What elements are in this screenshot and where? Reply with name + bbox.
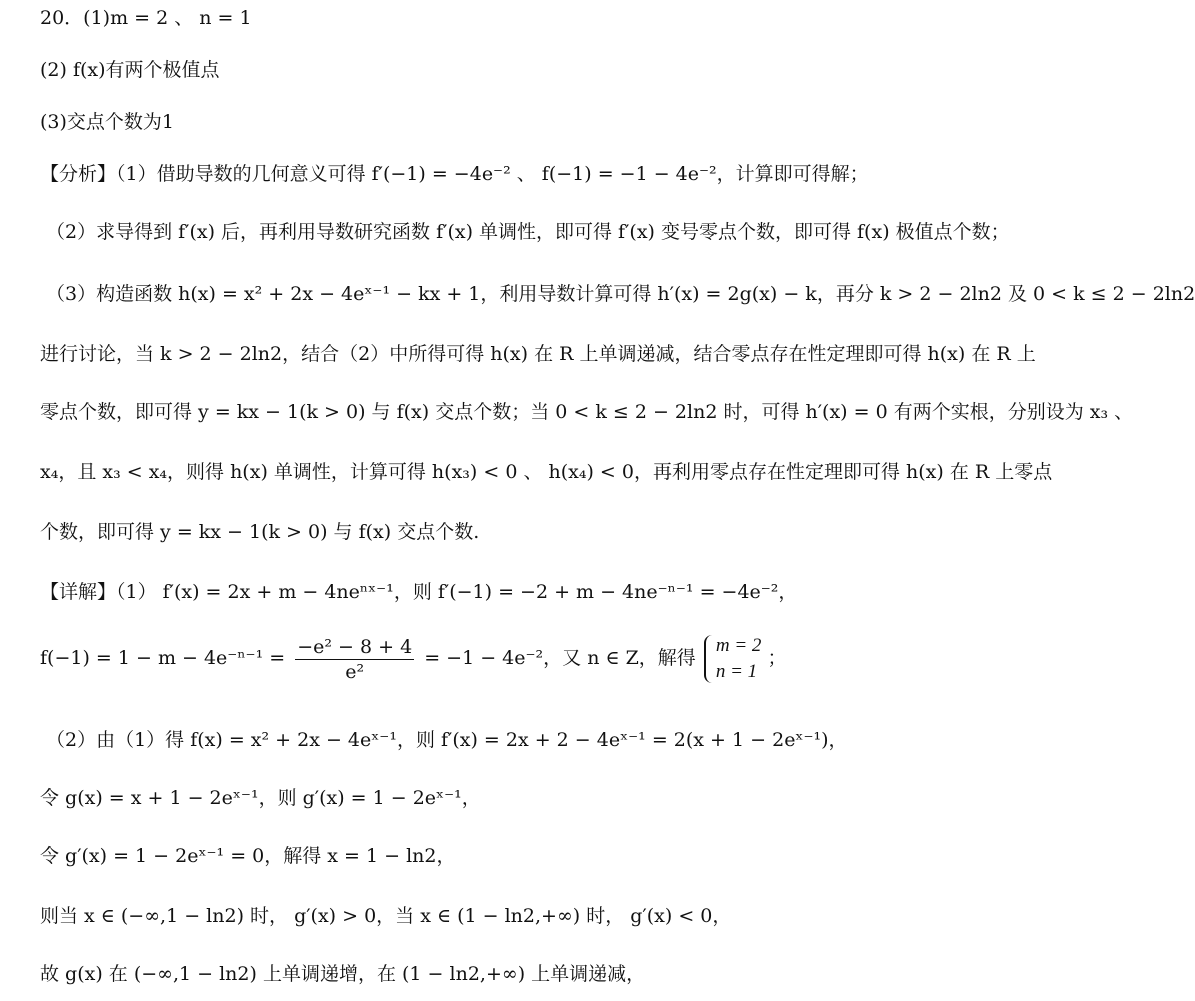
system-eq-1: m = 2 (715, 635, 762, 656)
detail-line-5: 令 g′(x) = 1 − 2eˣ⁻¹ = 0，解得 x = 1 − ln2， (40, 845, 456, 867)
analysis-line-5: 零点个数，即可得 y = kx − 1(k > 0) 与 f(x) 交点个数；当 0 < k ≤ 2 − 2ln2 时，可得 h′(x) = 0 有两个实根，分别设为 x₃ 、 (40, 401, 1134, 423)
detail-line-7: 故 g(x) 在 (−∞,1 − ln2) 上单调递增，在 (1 − ln2,+∞) 上单调递减， (40, 963, 646, 985)
system-eq-2: n = 1 (715, 661, 758, 682)
fraction-numerator: −e² − 8 + 4 (297, 635, 413, 658)
answer-part-2: (2) f(x)有两个极值点 (40, 59, 220, 81)
analysis-line-6: x₄，且 x₃ < x₄，则得 h(x) 单调性，计算可得 h(x₃) < 0 、 h(x₄) < 0，再利用零点存在性定理即可得 h(x) 在 R 上零点 (40, 461, 1053, 483)
fraction-denominator: e² (345, 660, 365, 683)
detail-2-lhs: f(−1) = 1 − m − 4e⁻ⁿ⁻¹ = (40, 647, 286, 669)
equation-system (702, 633, 762, 685)
analysis-line-4: 进行讨论，当 k > 2 − 2ln2，结合（2）中所得可得 h(x) 在 R 上单调递减，结合零点存在性定理即可得 h(x) 在 R 上 (40, 343, 1036, 365)
detail-line-2 (40, 632, 1050, 685)
detail-2-tail: ； (767, 647, 787, 669)
analysis-line-3: （3）构造函数 h(x) = x² + 2x − 4eˣ⁻¹ − kx + 1，利用导数计算可得 h′(x) = 2g(x) − k，再分 k > 2 − 2ln2 及 0 < k ≤ 2 − 2ln2 (46, 283, 1195, 305)
analysis-line-1: 【分析】（1）借助导数的几何意义可得 f′(−1) = −4e⁻² 、 f(−1) = −1 − 4e⁻²，计算即可得解； (40, 163, 869, 185)
detail-line-3: （2）由（1）得 f(x) = x² + 2x − 4eˣ⁻¹，则 f′(x) = 2x + 2 − 4eˣ⁻¹ = 2(x + 1 − 2eˣ⁻¹)， (46, 729, 848, 751)
detail-line-4: 令 g(x) = x + 1 − 2eˣ⁻¹，则 g′(x) = 1 − 2eˣ⁻¹， (40, 787, 481, 809)
analysis-line-2: （2）求导得到 f′(x) 后，再利用导数研究函数 f′(x) 单调性，即可得 f′(x) 变号零点个数，即可得 f(x) 极值点个数； (46, 221, 1010, 243)
detail-line-6: 则当 x ∈ (−∞,1 − ln2) 时， g′(x) > 0，当 x ∈ (1 − ln2,+∞) 时， g′(x) < 0， (40, 905, 732, 927)
analysis-line-7: 个数，即可得 y = kx − 1(k > 0) 与 f(x) 交点个数. (40, 521, 480, 543)
detail-line-1: 【详解】（1） f′(x) = 2x + m − 4neⁿˣ⁻¹，则 f′(−1) = −2 + m − 4ne⁻ⁿ⁻¹ = −4e⁻²， (40, 581, 798, 603)
answer-part-1: 20．(1)m = 2 、 n = 1 (40, 7, 252, 29)
fraction (295, 635, 414, 684)
detail-2-rhs: = −1 − 4e⁻²，又 n ∈ Z，解得 (424, 647, 696, 669)
answer-part-3: (3)交点个数为1 (40, 111, 175, 133)
